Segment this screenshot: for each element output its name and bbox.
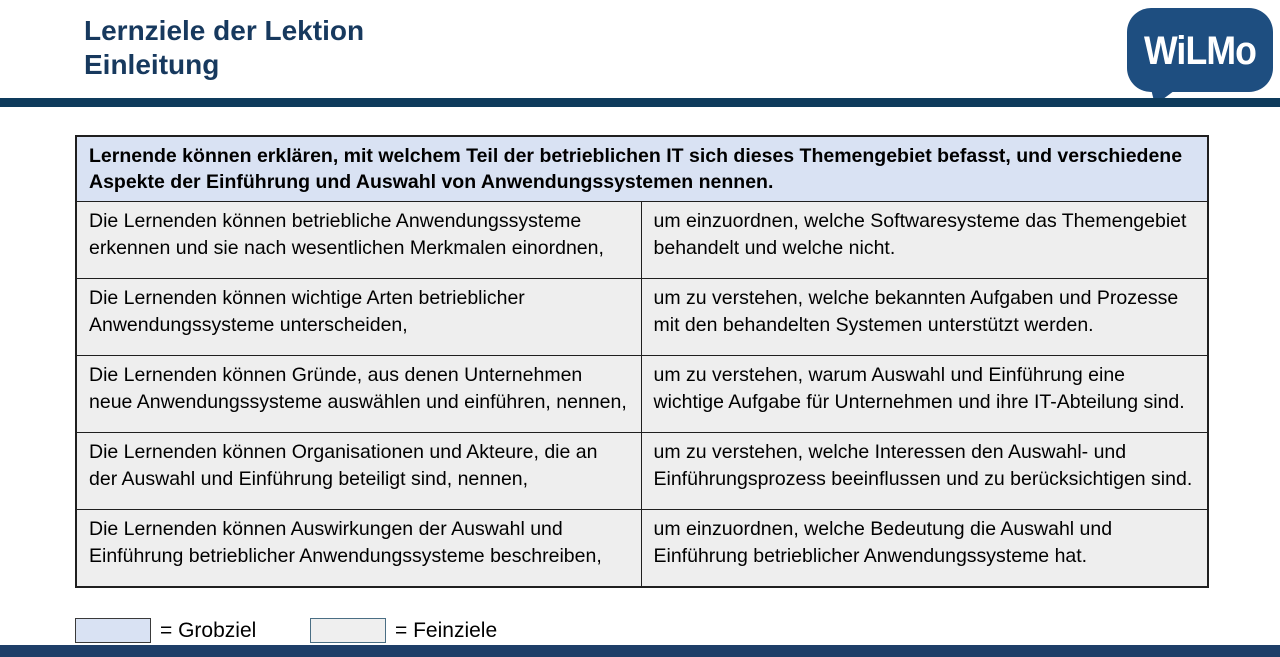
feinziele-swatch xyxy=(310,618,386,643)
title-divider-bar xyxy=(0,98,1280,107)
grobziel-label: = Grobziel xyxy=(160,619,257,642)
feinziel-cell-left: Die Lernenden können Auswirkungen der Auswahl und Einführung betrieblicher Anwendungssysteme beschreiben, xyxy=(76,510,641,587)
table-row xyxy=(76,202,1208,279)
page-title-line1: Lernziele der Lektion xyxy=(84,15,365,46)
table-row xyxy=(76,356,1208,433)
wilmo-logo-text: WiLMo xyxy=(1144,29,1256,73)
feinziel-cell-right: um einzuordnen, welche Bedeutung die Auswahl und Einführung betrieblicher Anwendungssysteme hat. xyxy=(641,510,1208,587)
page-title-line2: Einleitung xyxy=(84,49,220,80)
feinziel-cell-right: um einzuordnen, welche Softwaresysteme das Themengebiet behandelt und welche nicht. xyxy=(641,202,1208,279)
table-row xyxy=(76,433,1208,510)
feinziel-cell-left: Die Lernenden können betriebliche Anwendungssysteme erkennen und sie nach wesentlichen Merkmalen einordnen, xyxy=(76,202,641,279)
feinziel-cell-right: um zu verstehen, welche bekannten Aufgaben und Prozesse mit den behandelten Systemen unterstützt werden. xyxy=(641,279,1208,356)
table-header-row xyxy=(76,136,1208,202)
grobziel-swatch xyxy=(75,618,151,643)
wilmo-logo xyxy=(1124,5,1276,105)
table-row xyxy=(76,510,1208,587)
feinziel-cell-right: um zu verstehen, welche Interessen den Auswahl- und Einführungsprozess beeinflussen und zu berücksichtigen sind. xyxy=(641,433,1208,510)
learning-objectives-table xyxy=(75,135,1209,588)
feinziel-cell-right: um zu verstehen, warum Auswahl und Einführung eine wichtige Aufgabe für Unternehmen und ihre IT-Abteilung sind. xyxy=(641,356,1208,433)
feinziel-cell-left: Die Lernenden können wichtige Arten betrieblicher Anwendungssysteme unterscheiden, xyxy=(76,279,641,356)
footer-bar xyxy=(0,645,1280,657)
page-title xyxy=(84,14,364,82)
feinziele-label: = Feinziele xyxy=(395,619,498,642)
table-row xyxy=(76,279,1208,356)
grobziel-header-cell: Lernende können erklären, mit welchem Teil der betrieblichen IT sich dieses Themengebiet befasst, und verschiedene Aspekte der Einführung und Auswahl von Anwendungssystemen nennen. xyxy=(76,136,1208,202)
feinziel-cell-left: Die Lernenden können Organisationen und Akteure, die an der Auswahl und Einführung beteiligt sind, nennen, xyxy=(76,433,641,510)
feinziel-cell-left: Die Lernenden können Gründe, aus denen Unternehmen neue Anwendungssysteme auswählen und einführen, nennen, xyxy=(76,356,641,433)
